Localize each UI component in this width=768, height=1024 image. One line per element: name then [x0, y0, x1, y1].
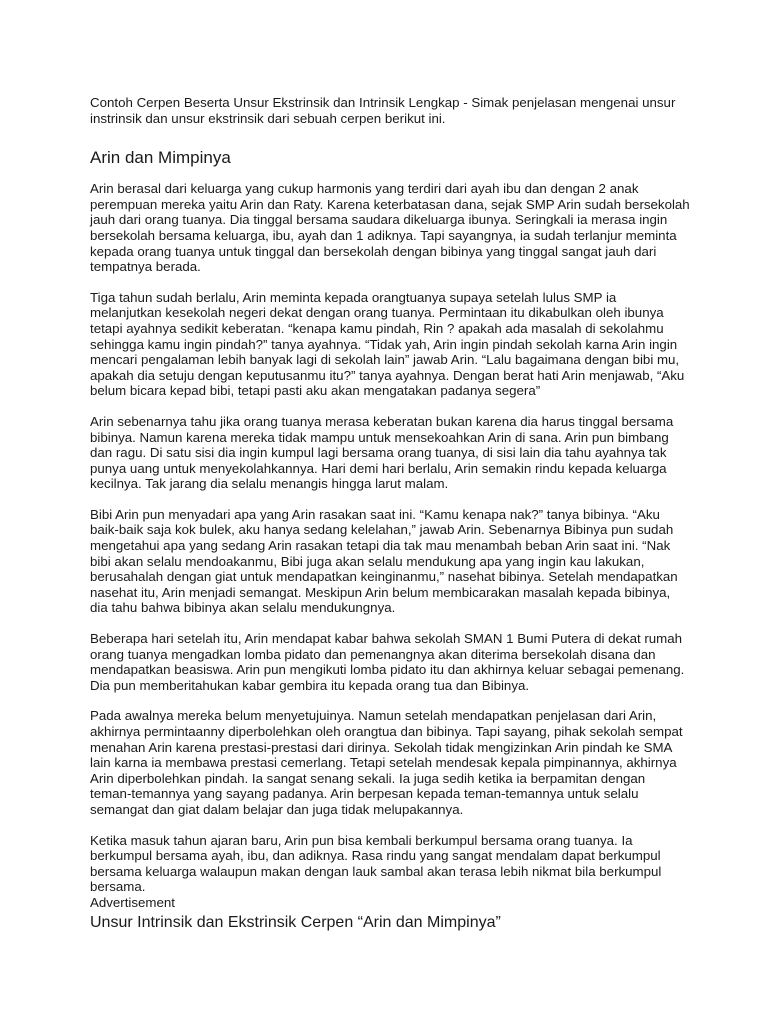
story-paragraph-6: Pada awalnya mereka belum menyetujuinya. Namun setelah mendapatkan penjelasan dari Arin, akhirnya permintaanny diperbolehkan oleh orangtua dan bibinya. Tapi sayang, pihak sekolah sempat menahan Arin karena prestasi-prestasi dari dirinya. Sekolah tidak mengizinkan Arin pindah ke SMA lain karna ia membawa prestasi cemerlang. Tetapi setelah mendesak kepala pimpinannya, akhirnya Arin diperbolehkan pindah. Ia sangat senang sekali. Ia juga sedih ketika ia berpamitan dengan teman-temannya yang sayang padanya. Arin berpesan kepada teman-temannya untuk selalu semangat dan giat dalam belajar dan juga tidak melupakannya.	[90, 708, 683, 817]
section-title: Unsur Intrinsik dan Ekstrinsik Cerpen “Arin dan Mimpinya”	[90, 913, 501, 931]
story-paragraph-2: Tiga tahun sudah berlalu, Arin meminta kepada orangtuanya supaya setelah lulus SMP ia melanjutkan kesekolah negeri dekat dengan orang tuanya. Permintaan itu dikabulkan oleh ibunya tetapi ayahnya sedikit keberatan. “kenapa kamu pindah, Rin ? apakah ada masalah di sekolahmu sehingga kamu ingin pindah?” tanya ayahnya. “Tidak yah, Arin ingin pindah sekolah karna Arin ingin mencari pengalaman lebih banyak lagi di sekolah lain” jawab Arin. “Lalu bagaimana dengan bibi mu, apakah dia setuju dengan keputusanmu itu?” tanya ayahnya. Dengan berat hati Arin menjawab, “Aku belum bicara kepad bibi, tetapi pasti aku akan mengatakan padanya segera”	[90, 289, 685, 399]
story-paragraph-3: Arin sebenarnya tahu jika orang tuanya merasa keberatan bukan karena dia harus tinggal bersama bibinya. Namun karena mereka tidak mampu untuk mensekoahkan Arin di sana. Arin pun bimbang dan ragu. Di satu sisi dia ingin kumpul lagi bersama orang tuanya, di sisi lain dia tahu ayahnya tak punya uang untuk menyekolahkannya. Hari demi hari berlalu, Arin semakin rindu kepada keluarga kecilnya. Tak jarang dia selalu menangis hingga larut malam.	[90, 413, 674, 492]
story-title: Arin dan Mimpinya	[90, 148, 231, 168]
article-body	[90, 95, 690, 932]
advertisement-label: Advertisement	[90, 894, 175, 910]
story-paragraph-4: Bibi Arin pun menyadari apa yang Arin rasakan saat ini. “Kamu kenapa nak?” tanya bibinya. “Aku baik-baik saja kok bulek, aku hanya sedang kelelahan,” jawab Arin. Sebenarnya Bibinya pun sudah mengetahui apa yang sedang Arin rasakan tetapi dia tak mau menambah beban Arin saat ini. “Nak bibi akan selalu mendoakanmu, Bibi juga akan selalu mendukung apa yang ingin kau lakukan, berusahalah dengan giat untuk mendapatkan keinginanmu,” nasehat bibinya. Setelah mendapatkan nasehat itu, Arin menjadi semangat. Meskipun Arin belum membicarakan masalah kepada bibinya, dia tahu bahwa bibinya akan selalu mendukungnya.	[90, 506, 678, 616]
story-paragraph-7: Ketika masuk tahun ajaran baru, Arin pun bisa kembali berkumpul bersama orang tuanya. Ia berkumpul bersama ayah, ibu, dan adiknya. Rasa rindu yang sangat mendalam dapat berkumpul bersama keluarga walaupun makan dengan lauk sambal akan terasa lebih nikmat bila berkumpul bersama.	[90, 832, 662, 895]
story-paragraph-1: Arin berasal dari keluarga yang cukup harmonis yang terdiri dari ayah ibu dan dengan 2 anak perempuan mereka yaitu Arin dan Raty. Karena keterbatasan dana, sejak SMP Arin sudah bersekolah jauh dari orang tuanya. Dia tinggal bersama saudara dikeluarga ibunya. Seringkali ia merasa ingin bersekolah bersama keluarga, ibu, ayah dan 1 adiknya. Tapi sayangnya, ia sudah terlanjur meminta kepada orang tuanya untuk tinggal dan bersekolah dengan bibinya yang tinggal sangat jauh dari tempatnya berada.	[90, 181, 690, 275]
intro-text: Contoh Cerpen Beserta Unsur Ekstrinsik dan Intrinsik Lengkap - Simak penjelasan mengenai unsur instrinsik dan unsur ekstrinsik dari sebuah cerpen berikut ini.	[90, 95, 676, 126]
story-paragraph-5: Beberapa hari setelah itu, Arin mendapat kabar bahwa sekolah SMAN 1 Bumi Putera di dekat rumah orang tuanya mengadkan lomba pidato dan pemenangnya akan diterima bersekolah disana dan mendapatkan beasiswa. Arin pun mengikuti lomba pidato itu dan akhirnya keluar sebagai pemenang. Dia pun memberitahukan kabar gembira itu kepada orang tua dan Bibinya.	[90, 631, 685, 693]
